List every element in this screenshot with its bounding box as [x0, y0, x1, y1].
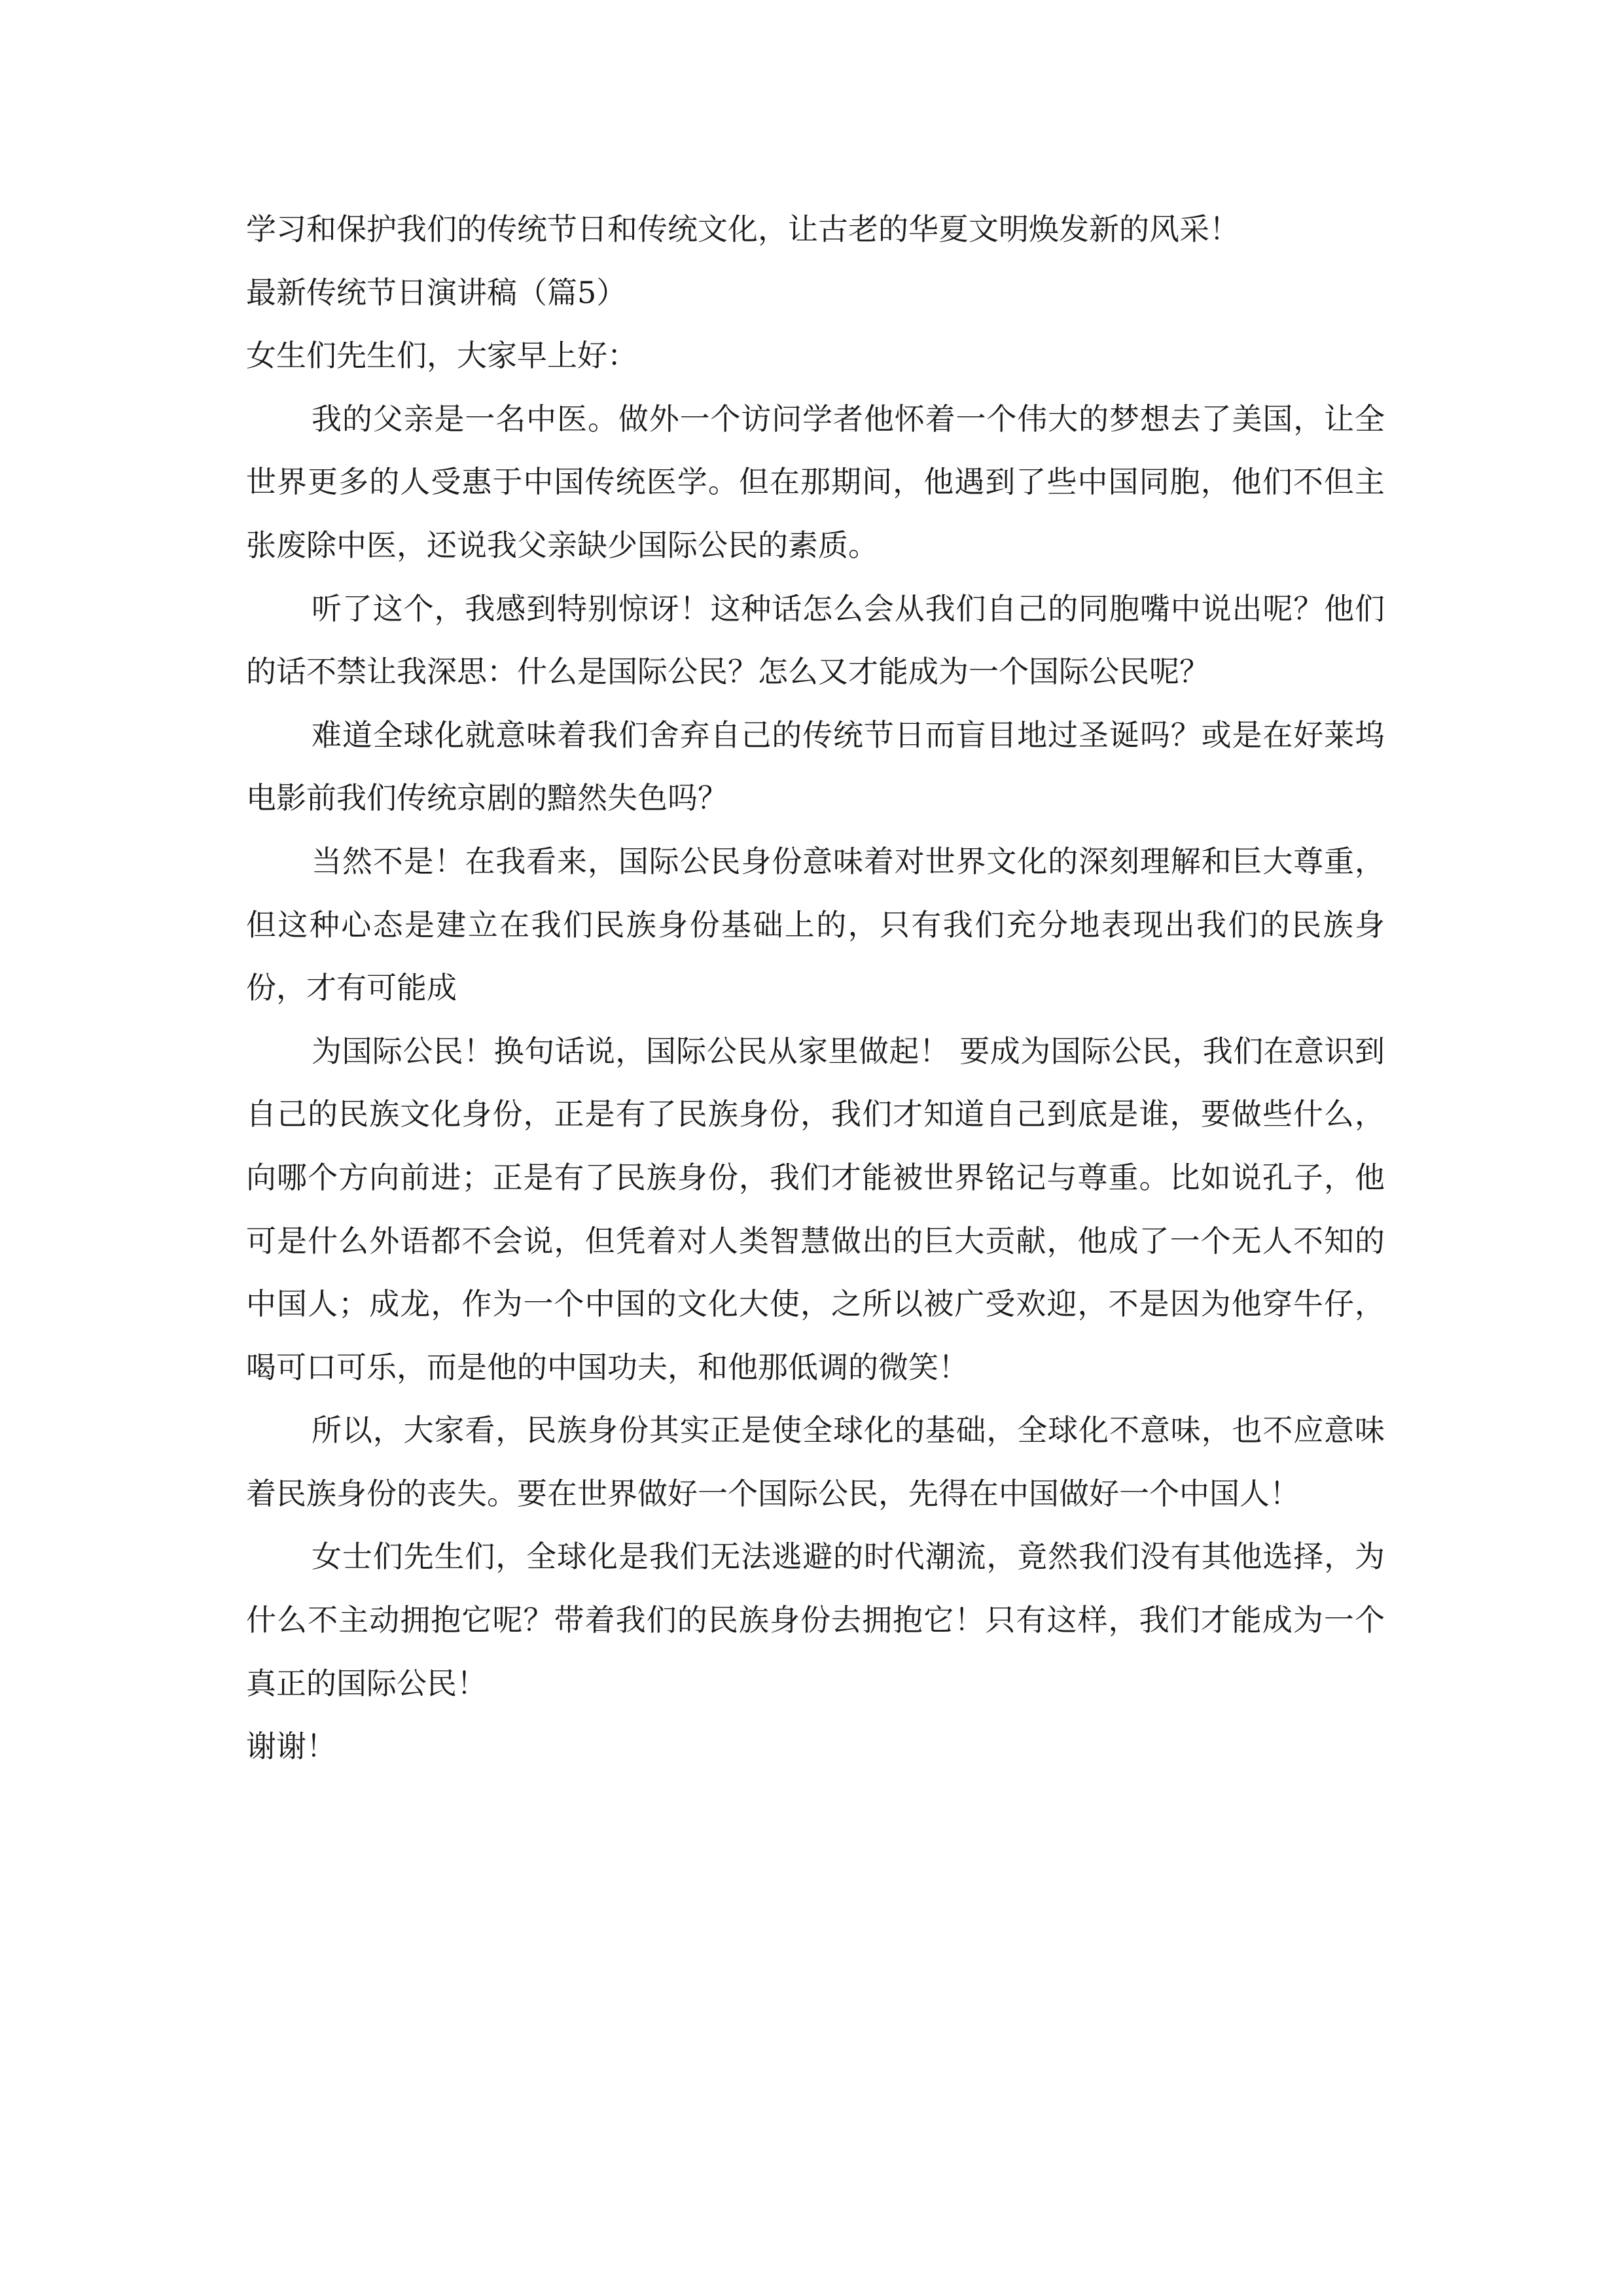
section-heading: 最新传统节日演讲稿（篇5）: [246, 274, 627, 310]
paragraph: 女士们先生们，全球化是我们无法逃避的时代潮流，竟然我们没有其他选择，为什么不主动拥抱它呢？带着我们的民族身份去拥抱它！只有这样，我们才能成为一个真正的国际公民！: [246, 1539, 1385, 1701]
paragraph: 我的父亲是一名中医。做外一个访问学者他怀着一个伟大的梦想去了美国，让全世界更多的人受惠于中国传统医学。但在那期间，他遇到了些中国同胞，他们不但主张废除中医，还说我父亲缺少国际公民的素质。: [246, 401, 1385, 563]
paragraph: 难道全球化就意味着我们舍弃自己的传统节日而盲目地过圣诞吗？或是在好莱坞电影前我们传统京剧的黯然失色吗？: [246, 717, 1385, 816]
greeting: 女生们先生们，大家早上好：: [246, 338, 637, 374]
paragraph: 听了这个，我感到特别惊讶！这种话怎么会从我们自己的同胞嘴中说出呢？他们的话不禁让我深思：什么是国际公民？怎么又才能成为一个国际公民呢？: [246, 590, 1385, 690]
thanks-line: 谢谢！: [246, 1729, 336, 1765]
paragraph: 为国际公民！换句话说，国际公民从家里做起！ 要成为国际公民，我们在意识到自己的民族文化身份，正是有了民族身份，我们才知道自己到底是谁，要做些什么，向哪个方向前进；正是有了民族身份，我们才能被世界铭记与尊重。比如说孔子，他可是什么外语都不会说，但凭着对人类智慧做出的巨大贡献，他成了一个无人不知的中国人；成龙，作为一个中国的文化大使，之所以被广受欢迎，不是因为他穿牛仔，喝可口可乐，而是他的中国功夫，和他那低调的微笑！: [246, 1033, 1385, 1385]
document-body: [246, 198, 1385, 1778]
paragraph-closing-line: 学习和保护我们的传统节日和传统文化，让古老的华夏文明焕发新的风采！: [246, 211, 1240, 247]
paragraph: 当然不是！在我看来，国际公民身份意味着对世界文化的深刻理解和巨大尊重，但这种心态是建立在我们民族身份基础上的，只有我们充分地表现出我们的民族身份，才有可能成: [246, 843, 1385, 1006]
paragraph: 所以，大家看，民族身份其实正是使全球化的基础，全球化不意味，也不应意味着民族身份的丧失。要在世界做好一个国际公民，先得在中国做好一个中国人！: [246, 1412, 1385, 1511]
